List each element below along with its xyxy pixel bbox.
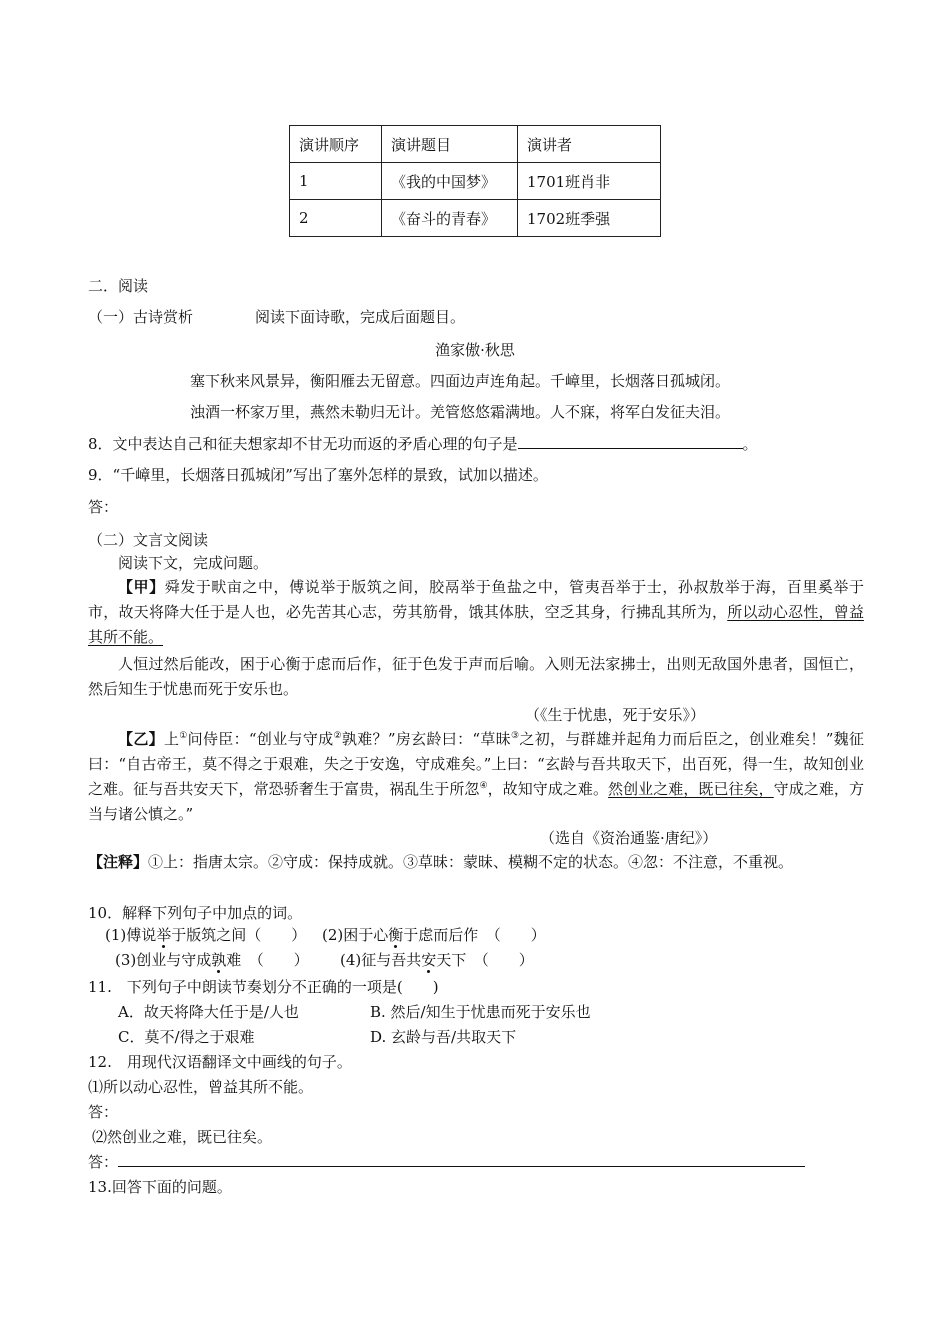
item-text: (4)征与吾共 xyxy=(340,951,422,969)
question-8 xyxy=(88,437,758,452)
passage-yi xyxy=(88,727,864,827)
answer-blank[interactable] xyxy=(518,447,743,449)
section-title: 二．阅读 xyxy=(88,277,149,295)
table-cell: 《我的中国梦》 xyxy=(382,163,518,200)
speech-schedule-table xyxy=(289,125,661,237)
question-13: 13.回答下面的问题。 xyxy=(88,1178,232,1196)
part2-label: （二）文言文阅读 xyxy=(88,531,209,549)
dotted-word: 安 xyxy=(421,951,437,969)
passage-jia-p2: 人恒过然后能改，困于心衡于虑而后作，征于色发于声而后喻。入则无法家拂士，出则无敌国外患者，国恒亡，然后知生于忧患而死于安乐也。 xyxy=(88,655,864,698)
note-marker: ④ xyxy=(479,781,488,791)
note-marker: ① xyxy=(179,731,188,741)
source-citation: （选自《资治通鉴·唐纪》） xyxy=(540,829,718,847)
answer-label: 答： xyxy=(88,1103,119,1121)
note-marker: ③ xyxy=(511,731,520,741)
answer-line xyxy=(88,1155,805,1170)
item-text: 天下 （ ） xyxy=(436,951,534,969)
question-12: 12. 用现代汉语翻译文中画线的句子。 xyxy=(88,1053,352,1071)
note-marker: ② xyxy=(333,731,342,741)
part2-instruction: 阅读下文，完成问题。 xyxy=(118,554,269,572)
source-citation: （《生于忧患，死于安乐》） xyxy=(525,706,706,724)
poem-line: 浊酒一杯家万里，燕然未勒归无计。羌管悠悠霜满地。人不寐，将军白发征夫泪。 xyxy=(190,403,731,421)
table-row xyxy=(290,200,661,237)
notes-text: ①上：指唐太宗。②守成：保持成就。③草昧：蒙昧、模糊不定的状态。④忽：不注意，不重视。 xyxy=(148,853,794,871)
part1-instruction: 阅读下面诗歌，完成后面题目。 xyxy=(255,308,466,326)
table-cell: 1 xyxy=(290,163,382,200)
table-header-cell: 演讲题目 xyxy=(382,126,518,163)
table-cell: 1701班肖非 xyxy=(518,163,661,200)
question-11: 11. 下列句子中朗读节奏划分不正确的一项是( ) xyxy=(88,978,439,996)
question-9: 9．“千嶂里，长烟落日孤城闭”写出了塞外怎样的景致，试加以描述。 xyxy=(88,466,548,484)
option-c: C．莫不/得之于艰难 xyxy=(118,1028,255,1046)
dotted-word: 举 xyxy=(156,926,172,944)
passage-text: 守成之难，方当与诸公慎之。” xyxy=(88,780,864,823)
item-text: 难 （ ） xyxy=(226,951,309,969)
passage-text: ，故知守成之难。 xyxy=(487,780,609,798)
table-header-cell: 演讲者 xyxy=(518,126,661,163)
passage-text: 舜发于畎亩之中，傅说举于版筑之间，胶鬲举于鱼盐之中，管夷吾举于士，孙叔敖举于海，百里奚举于市，故天将降大任于是人也，必先苦其心志，劳其筋骨，饿其体肤，空乏其身，行拂乱其所为， xyxy=(88,578,864,621)
table-row xyxy=(290,163,661,200)
question-10-item xyxy=(322,928,546,943)
item-text: 于虑而后作 （ ） xyxy=(403,926,546,944)
option-d: D. 玄龄与吾/共取天下 xyxy=(370,1028,517,1046)
answer-blank[interactable] xyxy=(118,1165,805,1167)
poem-line: 塞下秋来风景异，衡阳雁去无留意。四面边声连角起。千嶂里，长烟落日孤城闭。 xyxy=(190,372,731,390)
poem-title: 渔家傲·秋思 xyxy=(435,341,515,359)
item-text: (1)傅说 xyxy=(105,926,157,944)
question-10-item xyxy=(105,928,306,943)
passage-text: 孰难？”房玄龄曰：“草昧 xyxy=(341,730,512,748)
table-cell: 《奋斗的青春》 xyxy=(382,200,518,237)
table-cell: 1702班季强 xyxy=(518,200,661,237)
table-cell: 2 xyxy=(290,200,382,237)
passage-jia xyxy=(88,575,864,650)
passage-text: 问侍臣：“创业与守成 xyxy=(187,730,334,748)
table-header-cell: 演讲顺序 xyxy=(290,126,382,163)
underlined-sentence: 然创业之难，既已往矣， xyxy=(608,780,774,798)
notes xyxy=(88,850,864,875)
table-header-row xyxy=(290,126,661,163)
question-8-end: 。 xyxy=(742,435,758,453)
question-10-item xyxy=(340,953,534,968)
passage-tag: 【乙】 xyxy=(118,730,164,748)
question-10-item xyxy=(115,953,309,968)
passage-text: 之初，与群雄并起角力而后臣之，创业难矣！”魏征曰：“自古帝王，莫不得之于艰难，失之于安逸，守成难矣。”上曰：“玄龄与吾共取天下，出百死，得一生，故知创业之难。征与吾共安天下，常恐骄奢生于富贵，祸乱生于所忽 xyxy=(88,730,864,798)
question-12-item: ⑴所以动心忍性，曾益其所不能。 xyxy=(88,1078,314,1096)
question-10: 10．解释下列句子中加点的词。 xyxy=(88,904,303,922)
question-8-text: 8．文中表达自己和征夫想家却不甘无功而返的矛盾心理的句子是 xyxy=(88,435,518,453)
passage-tag: 【甲】 xyxy=(118,578,165,596)
item-text: (2)困于心 xyxy=(322,926,389,944)
item-text: (3)创业与守成 xyxy=(115,951,212,969)
answer-label: 答： xyxy=(88,1153,119,1171)
item-text: 于版筑之间（ ） xyxy=(171,926,307,944)
notes-tag: 【注释】 xyxy=(88,853,149,871)
passage-text: 上 xyxy=(163,730,180,748)
dotted-word: 衡 xyxy=(388,926,404,944)
option-a: A．故天将降大任于是/人也 xyxy=(118,1003,299,1021)
option-b: B. 然后/知生于忧患而死于安乐也 xyxy=(370,1003,591,1021)
dotted-word: 孰 xyxy=(211,951,227,969)
part1-label: （一）古诗赏析 xyxy=(88,308,194,326)
question-12-item: ⑵然创业之难，既已往矣。 xyxy=(92,1128,273,1146)
answer-label: 答： xyxy=(88,498,119,516)
underlined-sentence: 所以动心忍性，曾益其所不能。 xyxy=(88,603,864,646)
